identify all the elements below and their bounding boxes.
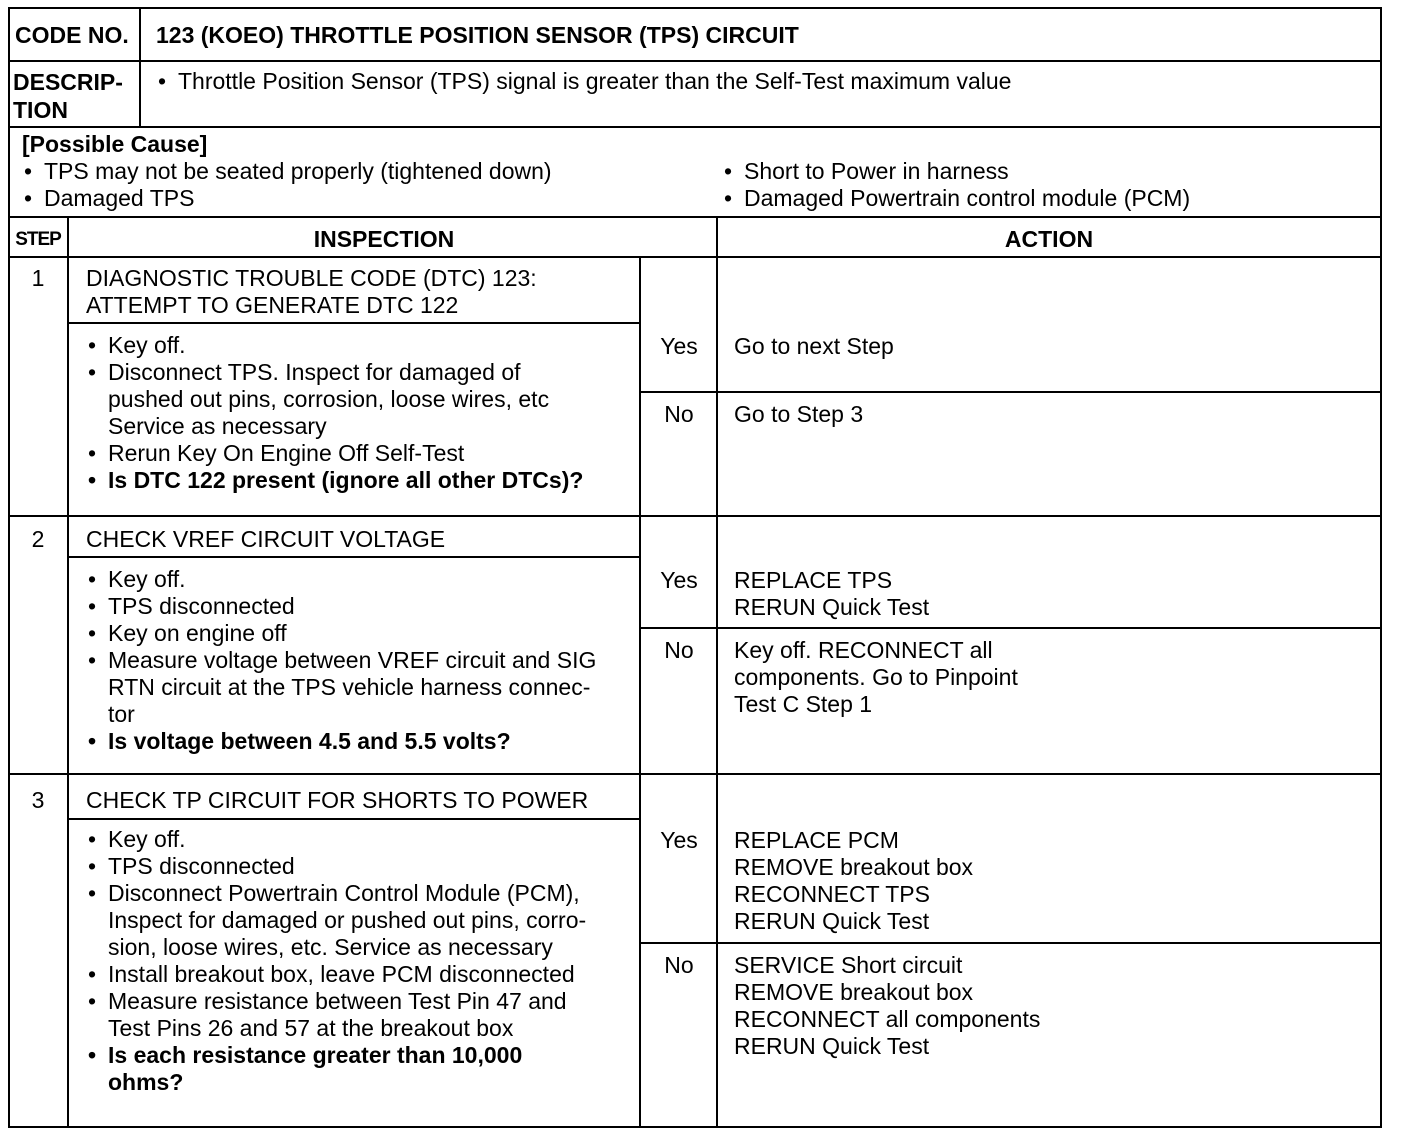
cause-item: • Damaged TPS <box>22 185 552 212</box>
cause-item: • Damaged Powertrain control module (PCM) <box>722 185 1190 212</box>
yes-action: Go to next Step <box>734 333 894 359</box>
inspection-item: • Measure voltage between VREF circuit and SIG RTN circuit at the TPS vehicle harness connec- tor <box>86 647 596 728</box>
rule <box>8 773 1382 775</box>
yes-label: Yes <box>660 333 698 359</box>
possible-cause-heading: [Possible Cause] <box>22 131 208 157</box>
step-title: DIAGNOSTIC TROUBLE CODE (DTC) 123: ATTEMPT TO GENERATE DTC 122 <box>86 265 537 318</box>
rule <box>68 556 640 558</box>
step-title: CHECK VREF CIRCUIT VOLTAGE <box>86 526 446 552</box>
inspection-item: • Key off. <box>86 566 596 593</box>
inspection-question: • Is each resistance greater than 10,000 ohms? <box>86 1042 586 1096</box>
inspection-item: • Rerun Key On Engine Off Self-Test <box>86 440 583 467</box>
description-text: • Throttle Position Sensor (TPS) signal is greater than the Self-Test maximum value <box>156 68 1011 95</box>
inspection-list <box>86 826 586 1096</box>
inspection-list <box>86 332 583 494</box>
rule <box>8 60 1382 62</box>
inspection-question: • Is voltage between 4.5 and 5.5 volts? <box>86 728 596 755</box>
description-label: DESCRIP- TION <box>13 69 123 123</box>
no-label: No <box>664 637 694 663</box>
rule <box>8 216 1382 218</box>
yes-label: Yes <box>660 827 698 853</box>
column-header-action: ACTION <box>1004 226 1094 252</box>
causes-left-list <box>22 158 552 212</box>
column-header-inspection: INSPECTION <box>313 226 455 252</box>
rule <box>139 7 141 127</box>
no-action: Go to Step 3 <box>734 401 864 427</box>
code-label: CODE NO. <box>15 22 129 48</box>
inspection-item: • TPS disconnected <box>86 593 596 620</box>
no-action: SERVICE Short circuit REMOVE breakout box RECONNECT all components RERUN Quick Test <box>734 952 1041 1059</box>
inspection-item: • Disconnect Powertrain Control Module (PCM), Inspect for damaged or pushed out pins, corro- sion, loose wires, etc. Service as necessary <box>86 880 586 961</box>
step-number: 3 <box>31 787 45 813</box>
yes-label: Yes <box>660 567 698 593</box>
inspection-item: • TPS disconnected <box>86 853 586 880</box>
description <box>156 68 1011 95</box>
inspection-item: • Key off. <box>86 332 583 359</box>
column-header-step: STEP <box>15 229 61 250</box>
step-number: 2 <box>31 526 45 552</box>
inspection-item: • Key on engine off <box>86 620 596 647</box>
rule <box>8 515 1382 517</box>
inspection-item: • Disconnect TPS. Inspect for damaged of pushed out pins, corrosion, loose wires, etc Service as necessary <box>86 359 583 440</box>
code-title: 123 (KOEO) THROTTLE POSITION SENSOR (TPS) CIRCUIT <box>156 22 799 48</box>
rule <box>67 216 69 1128</box>
cause-item: • TPS may not be seated properly (tightened down) <box>22 158 552 185</box>
rule <box>640 627 1382 629</box>
rule <box>640 942 1382 944</box>
inspection-item: • Key off. <box>86 826 586 853</box>
yes-action: REPLACE PCM REMOVE breakout box RECONNECT TPS RERUN Quick Test <box>734 827 974 934</box>
rule <box>8 126 1382 128</box>
inspection-item: • Install breakout box, leave PCM disconnected <box>86 961 586 988</box>
step-number: 1 <box>31 265 45 291</box>
rule <box>640 391 1382 393</box>
rule <box>68 818 640 820</box>
rule <box>68 322 640 324</box>
inspection-list <box>86 566 596 755</box>
rule <box>639 256 641 1128</box>
causes-right-list <box>722 158 1190 212</box>
yes-action: REPLACE TPS RERUN Quick Test <box>734 567 930 620</box>
rule <box>8 256 1382 258</box>
no-action: Key off. RECONNECT all components. Go to Pinpoint Test C Step 1 <box>734 637 1018 717</box>
step-title: CHECK TP CIRCUIT FOR SHORTS TO POWER <box>86 787 589 813</box>
no-label: No <box>664 401 694 427</box>
inspection-question: • Is DTC 122 present (ignore all other DTCs)? <box>86 467 583 494</box>
cause-item: • Short to Power in harness <box>722 158 1190 185</box>
no-label: No <box>664 952 694 978</box>
inspection-item: • Measure resistance between Test Pin 47 and Test Pins 26 and 57 at the breakout box <box>86 988 586 1042</box>
